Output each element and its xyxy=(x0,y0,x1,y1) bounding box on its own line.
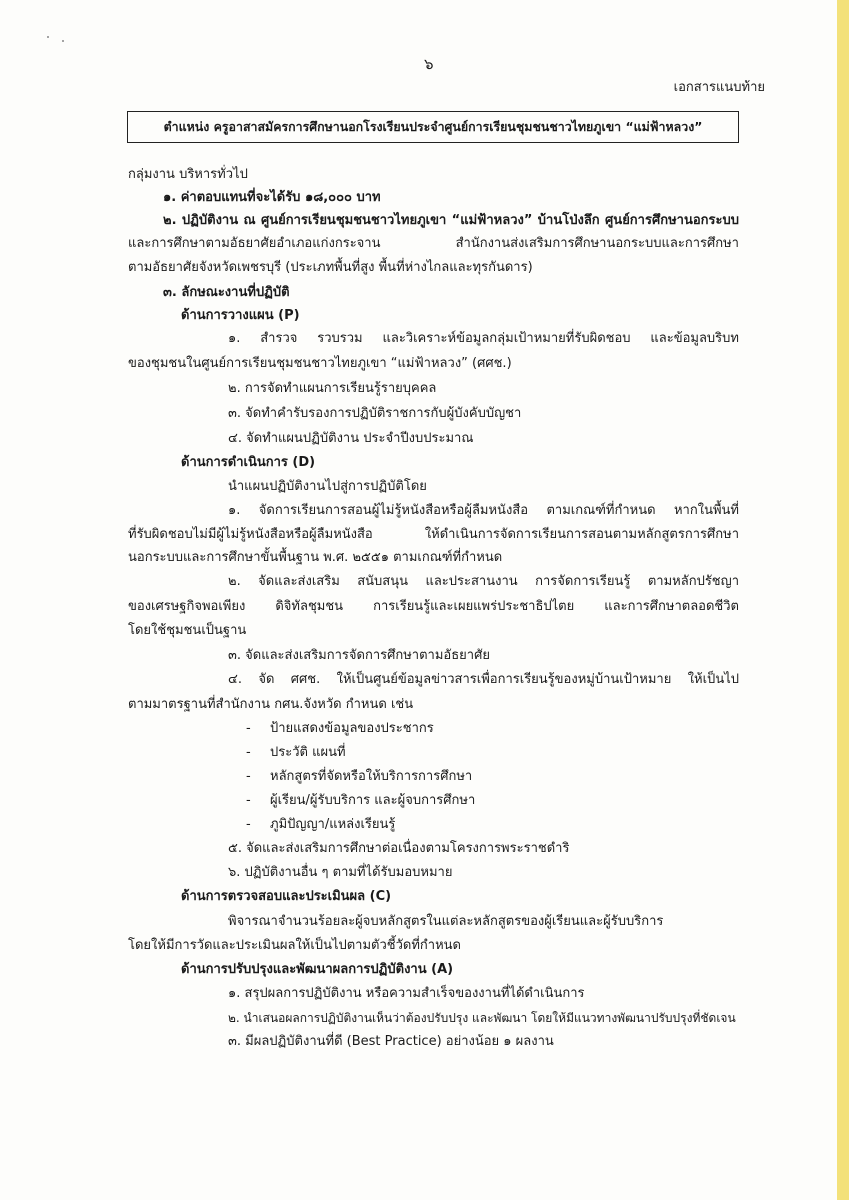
operation-item-1-line-1: ๑. จัดการเรียนการสอนผู้ไม่รู้หนังสือหรือผู้ลืมหนังสือ ตามเกณฑ์ที่กำหนด หากในพื้นที่ xyxy=(228,503,739,518)
work-group: กลุ่มงาน บริหารทั่วไป xyxy=(128,167,248,182)
bullet-mark: - xyxy=(246,793,251,808)
workplace-line-3: ตามอัธยาศัยจังหวัดเพชรบุรี (ประเภทพื้นที่สูง พื้นที่ห่างไกลและทุรกันดาร) xyxy=(128,260,533,275)
operation-item-3: ๓. จัดและส่งเสริมการจัดการศึกษาตามอัธยาศัย xyxy=(228,648,490,663)
operation-item-2-line-1: ๒. จัดและส่งเสริม สนับสนุน และประสานงาน การจัดการเรียนรู้ ตามหลักปรัชญา xyxy=(228,574,739,589)
scan-speck xyxy=(47,36,49,38)
bullet-item: ป้ายแสดงข้อมูลของประชากร xyxy=(270,721,434,736)
position-title-box xyxy=(127,111,739,143)
bullet-mark: - xyxy=(246,769,251,784)
bullet-item: ผู้เรียน/ผู้รับบริการ และผู้จบการศึกษา xyxy=(270,793,476,808)
improvement-item-3: ๓. มีผลปฏิบัติงานที่ดี (Best Practice) อย่างน้อย ๑ ผลงาน xyxy=(228,1034,554,1049)
operation-item-1-line-3: นอกระบบและการศึกษาขั้นพื้นฐาน พ.ศ. ๒๕๕๑ ตามเกณฑ์ที่กำหนด xyxy=(128,550,503,565)
operation-item-2-line-2: ของเศรษฐกิจพอเพียง ดิจิทัลชุมชน การเรียนรู้และเผยแพร่ประชาธิปไตย และการศึกษาตลอดชีวิต xyxy=(128,599,739,614)
duties-heading: ๓. ลักษณะงานที่ปฏิบัติ xyxy=(163,285,290,300)
attachment-label: เอกสารแนบท้าย xyxy=(673,80,765,95)
position-title: ตำแหน่ง ครูอาสาสมัครการศึกษานอกโรงเรียนประจำศูนย์การเรียนชุมชนชาวไทยภูเขา “แม่ฟ้าหลวง” xyxy=(163,118,703,134)
operation-intro: นำแผนปฏิบัติงานไปสู่การปฏิบัติโดย xyxy=(228,479,427,494)
planning-item-2: ๒. การจัดทำแผนการเรียนรู้รายบุคคล xyxy=(228,381,437,396)
evaluation-text-line-1: พิจารณาจำนวนร้อยละผู้จบหลักสูตรในแต่ละหลักสูตรของผู้เรียนและผู้รับบริการ xyxy=(228,914,664,929)
evaluation-text-line-2: โดยให้มีการวัดและประเมินผลให้เป็นไปตามตัวชี้วัดที่กำหนด xyxy=(128,938,461,953)
operation-item-2-line-3: โดยใช้ชุมชนเป็นฐาน xyxy=(128,623,247,638)
planning-item-4: ๔. จัดทำแผนปฏิบัติงาน ประจำปีงบประมาณ xyxy=(228,431,474,446)
bullet-mark: - xyxy=(246,817,251,832)
planning-item-1-line-2: ของชุมชนในศูนย์การเรียนชุมชนชาวไทยภูเขา “แม่ฟ้าหลวง” (ศศช.) xyxy=(128,356,512,371)
operation-item-4-line-1: ๔. จัด ศศช. ให้เป็นศูนย์ข้อมูลข่าวสารเพื่อการเรียนรู้ของหมู่บ้านเป้าหมาย ให้เป็นไป xyxy=(228,672,739,687)
bullet-mark: - xyxy=(246,745,251,760)
planning-item-1-line-1: ๑. สำรวจ รวบรวม และวิเคราะห์ข้อมูลกลุ่มเป้าหมายที่รับผิดชอบ และข้อมูลบริบท xyxy=(228,331,739,346)
operation-item-1-line-2: ที่รับผิดชอบไม่มีผู้ไม่รู้หนังสือหรือผู้ลืมหนังสือ ให้ดำเนินการจัดการเรียนการสอนตามหลักสูตรการศึกษา xyxy=(128,527,739,542)
operation-item-5: ๕. จัดและส่งเสริมการศึกษาต่อเนื่องตามโครงการพระราชดำริ xyxy=(228,841,570,856)
bullet-mark: - xyxy=(246,721,251,736)
planning-heading: ด้านการวางแผน (P) xyxy=(181,308,300,323)
workplace-line-1: ๒. ปฏิบัติงาน ณ ศูนย์การเรียนชุมชนชาวไทยภูเขา “แม่ฟ้าหลวง” บ้านโป่งลึก ศูนย์การศึกษานอกระบบ xyxy=(163,213,739,228)
page-number: ๖ xyxy=(424,55,434,73)
improvement-item-1: ๑. สรุปผลการปฏิบัติงาน หรือความสำเร็จของงานที่ได้ดำเนินการ xyxy=(228,986,585,1001)
improvement-item-2: ๒. นำเสนอผลการปฏิบัติงานเห็นว่าต้องปรับปรุง และพัฒนา โดยให้มีแนวทางพัฒนาปรับปรุงที่ชัดเจน xyxy=(228,1011,736,1025)
operation-item-4-line-2: ตามมาตรฐานที่สำนักงาน กศน.จังหวัด กำหนด เช่น xyxy=(128,697,414,712)
bullet-item: หลักสูตรที่จัดหรือให้บริการการศึกษา xyxy=(270,769,473,784)
planning-item-3: ๓. จัดทำคำรับรองการปฏิบัติราชการกับผู้บังคับบัญชา xyxy=(228,406,522,421)
compensation: ๑. ค่าตอบแทนที่จะได้รับ ๑๘,๐๐๐ บาท xyxy=(163,190,381,205)
bullet-item: ประวัติ แผนที่ xyxy=(270,745,346,760)
workplace-line-2: และการศึกษาตามอัธยาศัยอำเภอแก่งกระจาน สำนักงานส่งเสริมการศึกษานอกระบบและการศึกษา xyxy=(128,236,739,251)
evaluation-heading: ด้านการตรวจสอบและประเมินผล (C) xyxy=(181,889,392,904)
page-edge-highlight xyxy=(837,0,849,1200)
bullet-item: ภูมิปัญญา/แหล่งเรียนรู้ xyxy=(270,817,396,832)
scan-speck xyxy=(62,40,64,42)
operation-heading: ด้านการดำเนินการ (D) xyxy=(181,455,316,470)
operation-item-6: ๖. ปฏิบัติงานอื่น ๆ ตามที่ได้รับมอบหมาย xyxy=(228,865,453,880)
improvement-heading: ด้านการปรับปรุงและพัฒนาผลการปฏิบัติงาน (A) xyxy=(181,962,454,977)
